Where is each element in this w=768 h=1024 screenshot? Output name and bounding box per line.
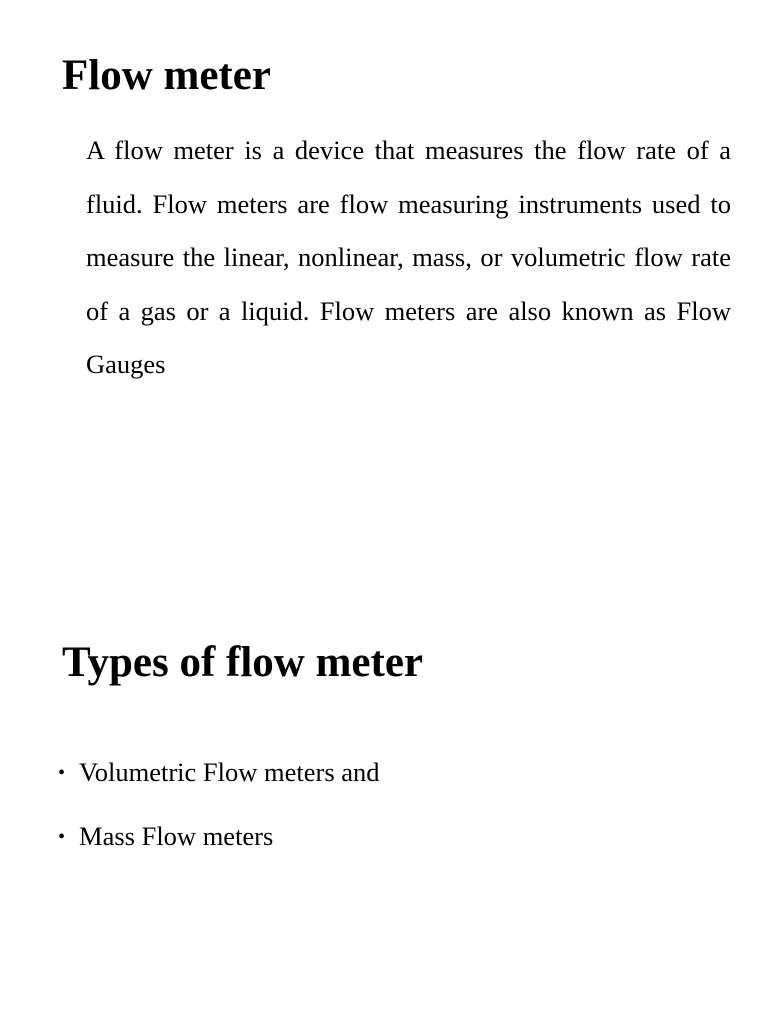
definition-paragraph: A flow meter is a device that measures the flow rate of a fluid. Flow meters are flow measuring instruments used to measure the linear, nonlinear, mass, or volumetric flow rate of a gas or a liquid. Flow meters are also known as Flow Gauges — [86, 135, 731, 379]
slide-types-of-flow-meter — [0, 512, 768, 1024]
list-item-text: Volumetric Flow meters and — [79, 757, 380, 787]
slide-title: Flow meter — [62, 52, 271, 99]
slide-title: Types of flow meter — [62, 639, 424, 686]
bullet-icon: • — [58, 762, 66, 784]
types-list — [58, 752, 380, 880]
list-item — [58, 816, 380, 880]
bullet-icon: • — [58, 826, 66, 848]
list-item — [58, 752, 380, 816]
list-item-text: Mass Flow meters — [79, 821, 274, 851]
